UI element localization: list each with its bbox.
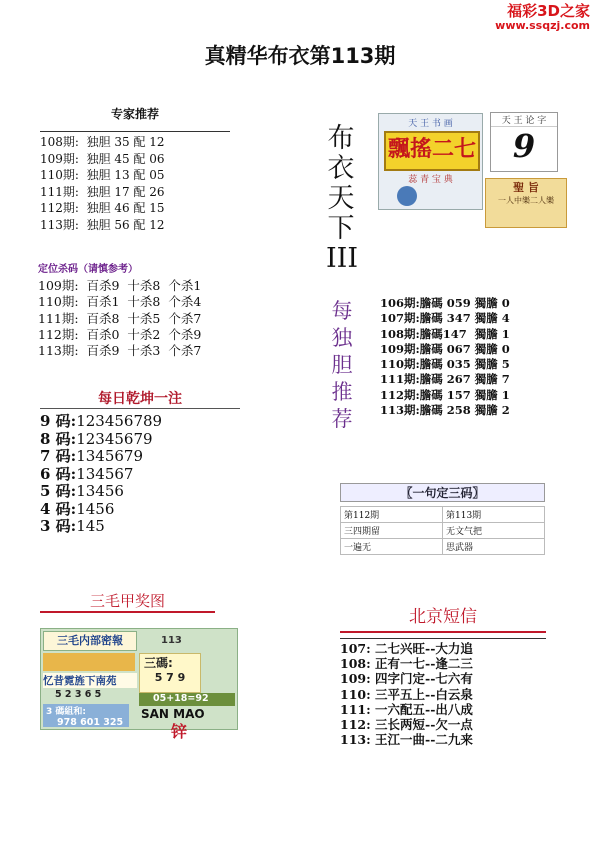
beijing-title: 北京短信: [340, 602, 546, 633]
daily-row: 5 码:13456: [40, 482, 124, 500]
kill-heading: 定位杀码（请慎参考）: [38, 264, 138, 275]
nine-card: [490, 112, 558, 172]
one-sentence-col2: 第113期: [443, 507, 545, 523]
piaoyao-banner: [384, 131, 480, 171]
kill-codes: [38, 260, 238, 359]
expert-row: 110期: 独胆 13 配 05: [40, 168, 165, 182]
daily-row: 9 码:123456789: [40, 412, 163, 430]
single-row: 109期:膽碼 067 獨膽 0: [380, 341, 510, 356]
sanmao-secret: 三毛内部密報: [43, 631, 137, 651]
vert-char: 衣: [327, 153, 355, 184]
single-list: [380, 296, 510, 418]
expert-recommendation: [40, 105, 230, 233]
beijing-row: 108: 正有一七--逢二三: [340, 656, 473, 672]
sanmao-banner: [43, 653, 135, 671]
one-sentence-cell: 一遍无: [341, 539, 443, 555]
beijing-row: 110: 三平五上--白云泉: [340, 686, 473, 702]
sanmao-three-code: 5 7 9: [154, 671, 186, 684]
daily-row: 3 码:145: [40, 517, 105, 535]
vert-char: 推: [331, 380, 353, 404]
kill-row: 112期: 百杀0 十杀2 个杀9: [38, 326, 202, 342]
scroll-title: 聖 旨: [513, 181, 539, 194]
vert-char: III: [326, 243, 358, 274]
edict-scroll: [485, 178, 567, 228]
one-sentence-heading: 〖一句定三码〗: [340, 483, 545, 502]
sanmao-char: 锌: [171, 722, 188, 741]
single-row: 113期:膽碼 258 獨膽 2: [380, 403, 510, 418]
sanmao-combo: 978 601 325: [57, 717, 124, 728]
vert-char: 天: [327, 183, 355, 214]
beijing-row: 109: 四字门定--七六有: [340, 671, 473, 687]
page-title: 真精华布衣第113期: [204, 44, 396, 68]
expert-row: 113期: 独胆 56 配 12: [40, 217, 165, 232]
kill-row: 110期: 百杀1 十杀8 个杀4: [38, 294, 202, 310]
single-row: 110期:膽碼 035 獨膽 5: [380, 357, 510, 372]
piaoyao-bottom: 蕊 青 宝 典: [408, 175, 453, 185]
single-row: 111期:膽碼 267 獨膽 7: [380, 372, 510, 387]
sanmao-issue: 113: [161, 635, 182, 646]
sanmao-brand: SAN MAO: [141, 707, 205, 721]
vert-char: 胆: [331, 353, 353, 377]
one-sentence-box: [340, 483, 545, 553]
beijing-row: 112: 三长两短--欠一点: [340, 717, 473, 733]
piaoyao-image: [378, 113, 483, 210]
sanmao-south: 忆昔霓旌下南苑: [43, 673, 137, 688]
daily-heading: 每日乾坤一注: [40, 388, 240, 409]
vert-char: 布: [327, 123, 355, 154]
site-url[interactable]: www.ssqzj.com: [495, 18, 590, 32]
vert-char: 荐: [331, 407, 353, 431]
buyi-vertical-title: [326, 124, 356, 274]
vert-char: 独: [331, 326, 353, 350]
one-sentence-col1: 第112期: [341, 507, 443, 523]
single-row: 112期:膽碼 157 獨膽 1: [380, 387, 510, 402]
vert-char: 每: [331, 299, 353, 323]
nine-card-head: 天 王 论 字: [491, 113, 557, 127]
sanmao-card: [40, 628, 238, 741]
kill-row: 113期: 百杀9 十杀3 个杀7: [38, 343, 202, 359]
site-name: 福彩3D之家: [507, 2, 590, 20]
daily-row: 6 码:134567: [40, 464, 134, 483]
single-row: 107期:膽碼 347 獨膽 4: [380, 311, 510, 326]
beijing-row: 113: 王江一曲--二九来: [340, 732, 473, 748]
single-vertical-title: [327, 298, 357, 433]
daily-row: 8 码:12345679: [40, 429, 153, 448]
one-sentence-table: [340, 506, 545, 555]
sanmao-three-box: [139, 653, 201, 693]
sanmao-three-label: 三碼:: [144, 656, 173, 670]
daily-pick: [40, 388, 240, 536]
expert-row: 111期: 独胆 17 配 26: [40, 184, 165, 199]
one-sentence-cell: 三四期留: [341, 523, 443, 539]
beijing-row: 111: 一六配五--出八成: [340, 701, 473, 717]
one-sentence-cell: 思武器: [443, 539, 545, 555]
sanmao-formula: 05+18=92: [139, 693, 235, 706]
daily-row: 4 码:1456: [40, 499, 115, 518]
sanmao-digits: 5 2 3 6 5: [55, 689, 102, 700]
piaoyao-top: 天 王 书 画: [408, 119, 453, 129]
piaoyao-text: 飄搖二七: [387, 137, 476, 162]
vert-char: 下: [327, 213, 355, 244]
expert-heading: 专家推荐: [110, 107, 159, 121]
expert-row: 109期: 独胆 45 配 06: [40, 151, 165, 166]
expert-row: 112期: 独胆 46 配 15: [40, 201, 165, 215]
sanmao-title: 三毛甲奖图: [40, 590, 215, 613]
kill-row: 111期: 百杀8 十杀5 个杀7: [38, 310, 202, 326]
kill-row: 109期: 百杀9 十杀8 个杀1: [38, 278, 202, 293]
expert-row: 108期: 独胆 35 配 12: [40, 135, 165, 149]
scroll-sub: 一人中樂二人樂: [498, 196, 554, 205]
sanmao-combo-box: [43, 704, 129, 727]
sanmao-combo-label: 3 碼組和:: [46, 707, 86, 717]
one-sentence-cell: 无文气把: [443, 523, 545, 539]
single-row: 106期:膽碼 059 獨膽 0: [380, 296, 510, 310]
site-logo[interactable]: [495, 4, 590, 31]
expert-rows: [40, 131, 230, 233]
globe-icon: [397, 186, 417, 206]
single-row: 108期:膽碼147 獨膽 1: [380, 326, 510, 341]
nine-card-digit: 9: [512, 127, 536, 165]
beijing-row: 107: 二七兴旺--大力追: [340, 641, 473, 656]
daily-row: 7 码:1345679: [40, 447, 144, 465]
beijing-list: [340, 638, 546, 747]
